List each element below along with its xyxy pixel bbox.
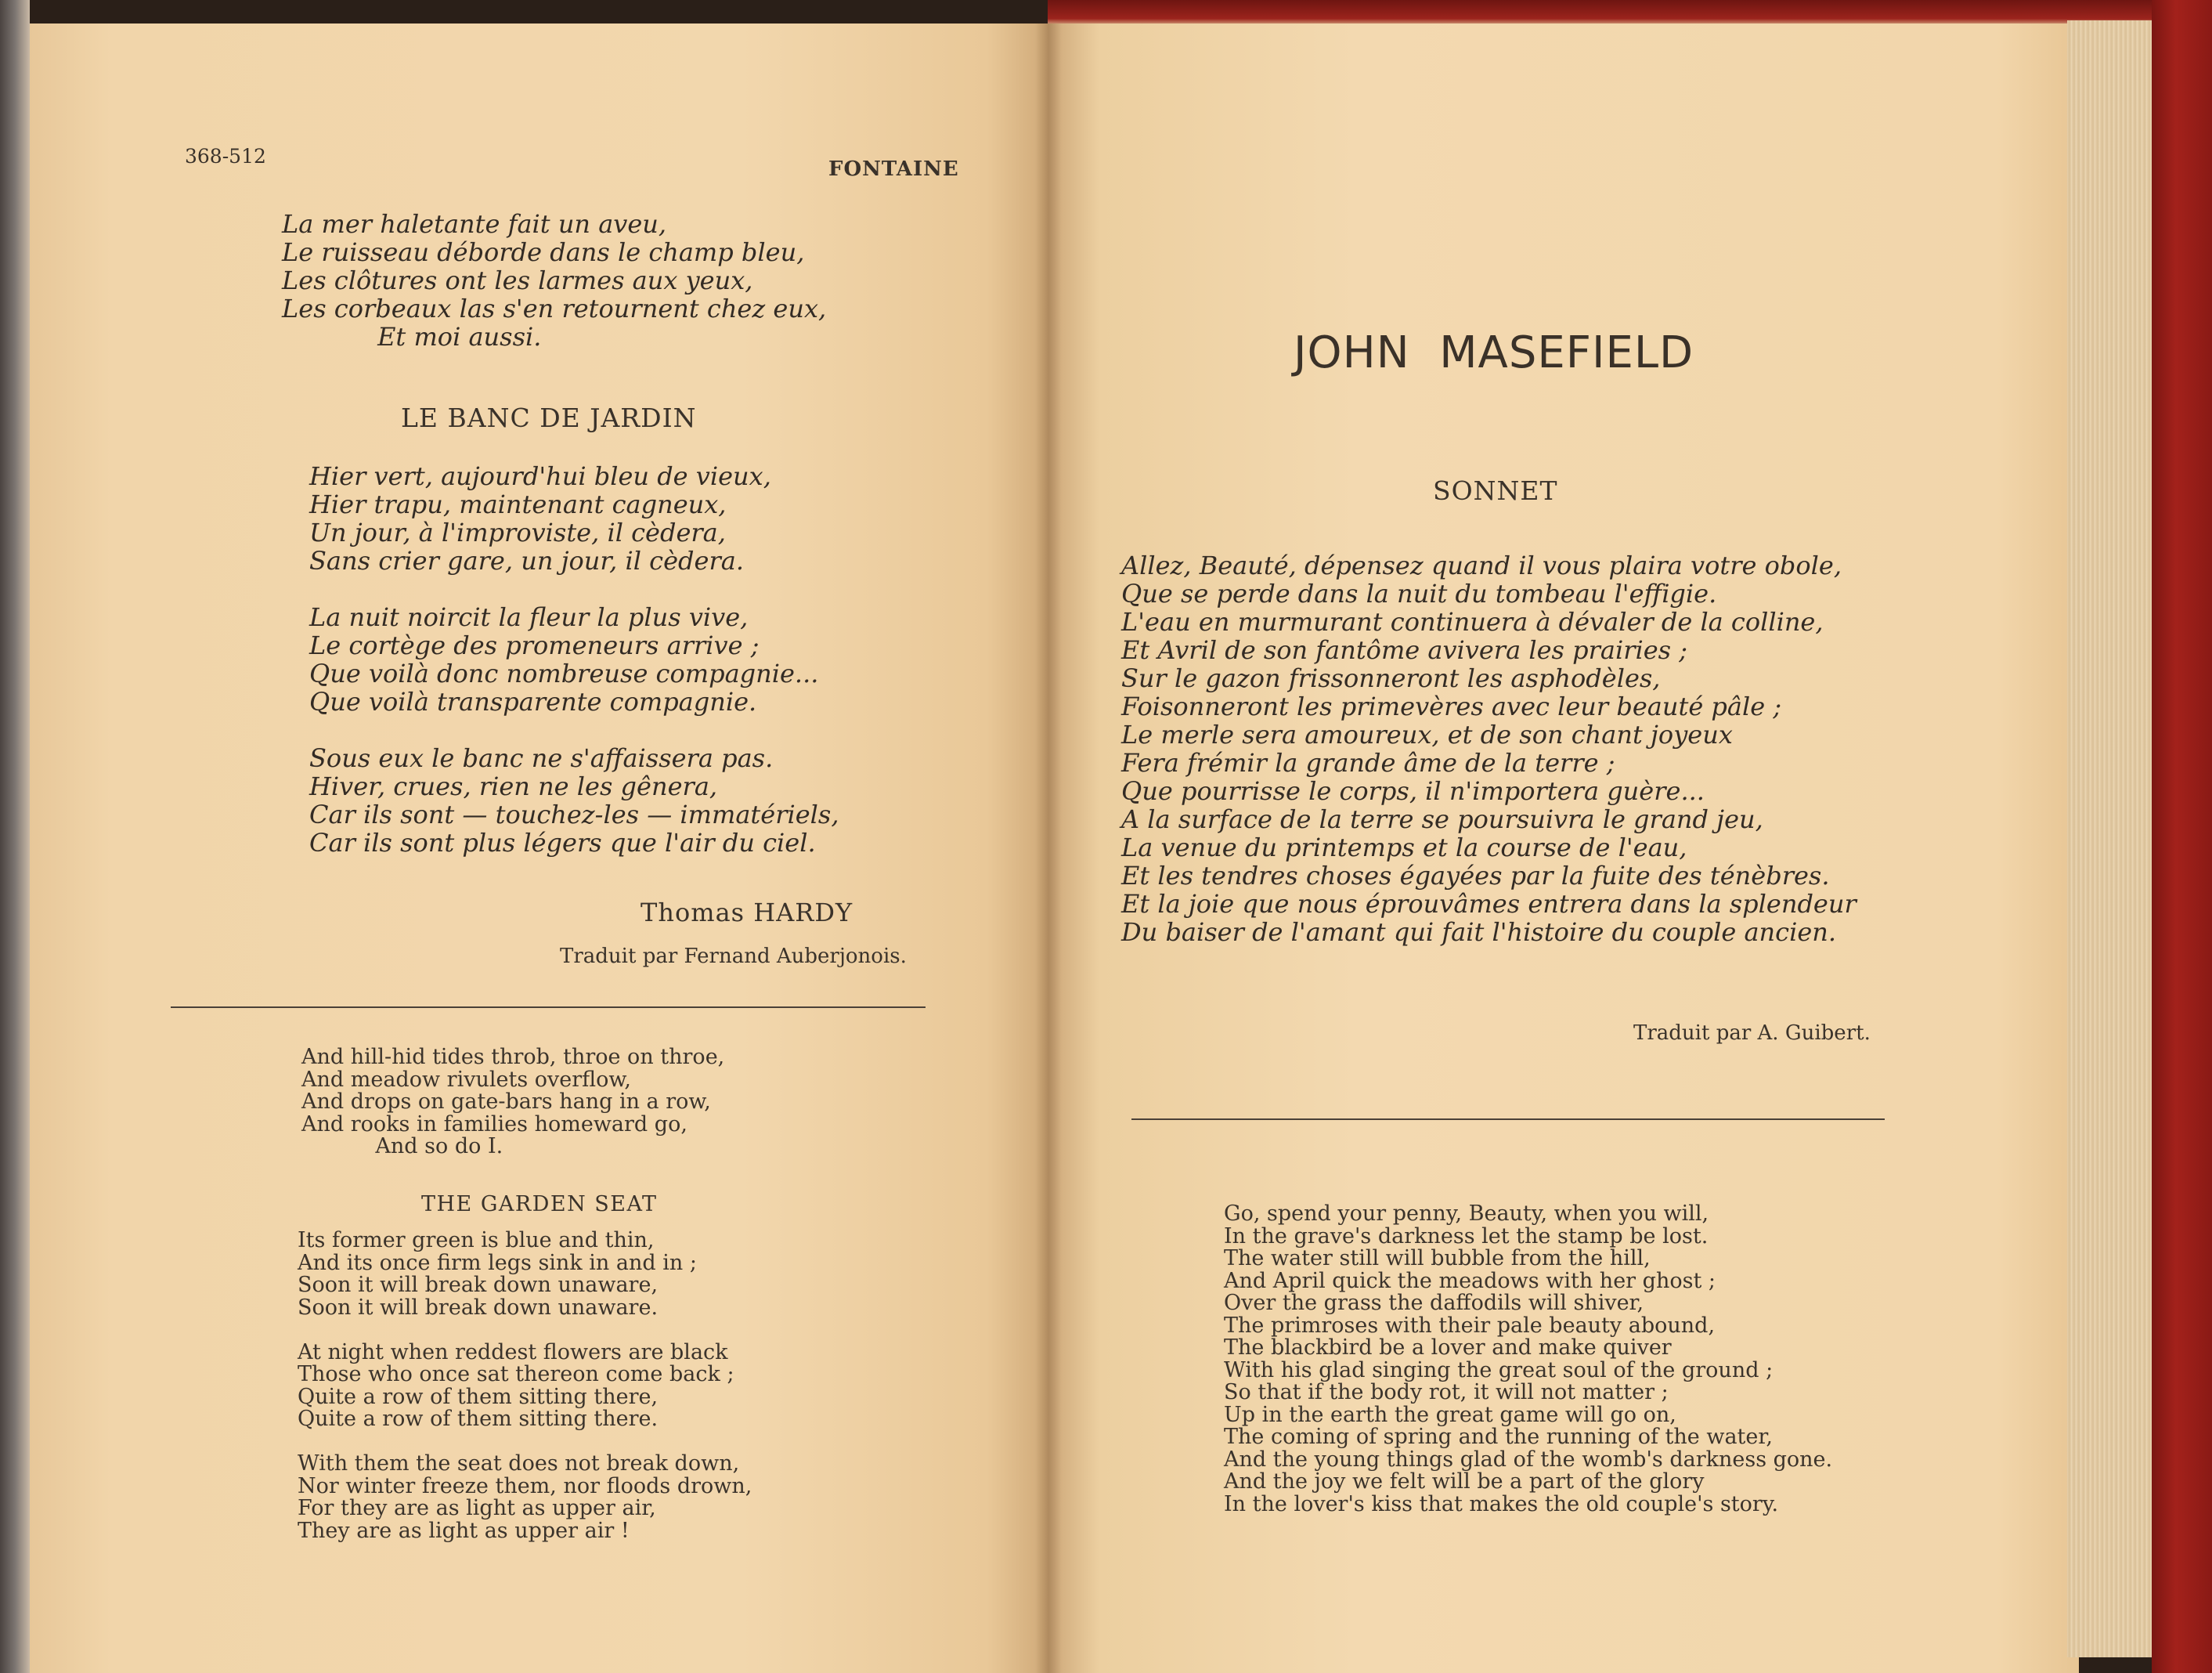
poem-title-french: LE BANC DE JARDIN [401, 403, 697, 433]
verse-line: And the joy we felt will be a part of the glory [1224, 1469, 1705, 1494]
verse-line: Car ils sont — touchez-les — immatériels, [309, 800, 839, 829]
poem-author: Thomas HARDY [641, 898, 853, 927]
verse-line: And rooks in families homeward go, [301, 1111, 687, 1136]
book-gutter [1035, 23, 1062, 1673]
verse-line: With them the seat does not break down, [298, 1451, 740, 1476]
verse-line: Le merle sera amoureux, et de son chant joyeux [1121, 720, 1733, 750]
verse-line: Hier trapu, maintenant cagneux, [309, 490, 727, 519]
verse-line: Sans crier gare, un jour, il cèdera. [309, 546, 744, 576]
verse-line: A la surface de la terre se poursuivra le grand jeu, [1121, 804, 1763, 834]
sonnet-title: SONNET [1433, 475, 1558, 506]
verse-line: Sur le gazon frissonneront les asphodèles, [1121, 663, 1661, 693]
verse-line: So that if the body rot, it will not matter ; [1224, 1380, 1669, 1404]
book-cover-top [1048, 0, 2160, 27]
verse-line: Hier vert, aujourd'hui bleu de vieux, [309, 461, 771, 491]
poem-title-english: THE GARDEN SEAT [421, 1192, 658, 1216]
verse-line: Nor winter freeze them, nor floods drown, [298, 1473, 752, 1498]
verse-line [309, 716, 839, 744]
verse-line: La nuit noircit la fleur la plus vive, [309, 602, 749, 632]
verse-line: And its once firm legs sink in and in ; [298, 1250, 697, 1275]
verse-line: Que voilà transparente compagnie. [309, 687, 757, 717]
verse-line: L'eau en murmurant continuera à dévaler de la colline, [1121, 607, 1824, 637]
verse-line: And hill-hid tides throb, throe on throe, [301, 1045, 725, 1069]
running-head: FONTAINE [828, 157, 959, 181]
translator-credit-right: Traduit par A. Guibert. [1633, 1021, 1871, 1045]
verse-line: Soon it will break down unaware. [298, 1295, 659, 1320]
verse-line: For they are as light as upper air, [298, 1496, 656, 1520]
verse-line: Le ruisseau déborde dans le champ bleu, [282, 237, 805, 267]
verse-line: Fera frémir la grande âme de la terre ; [1121, 748, 1615, 778]
book-cover-right [2152, 0, 2212, 1673]
verse-line: Those who once sat thereon come back ; [298, 1362, 734, 1386]
verse-line: Quite a row of them sitting there. [298, 1407, 659, 1431]
poem2-english-verse [298, 1230, 752, 1542]
page-stack-edge [2067, 20, 2161, 1657]
verse-line: Et moi aussi. [282, 322, 542, 352]
verse-line: Hiver, crues, rien ne les gênera, [309, 771, 718, 801]
verse-line: Quite a row of them sitting there, [298, 1384, 659, 1409]
verse-line: The water still will bubble from the hill, [1224, 1246, 1651, 1270]
verse-line: The blackbird be a lover and make quiver [1224, 1335, 1672, 1360]
verse-line: Sous eux le banc ne s'affaissera pas. [309, 743, 774, 773]
verse-line: La venue du printemps et la course de l'eau, [1121, 833, 1687, 862]
section-divider-left [171, 1006, 926, 1008]
verse-line: With his glad singing the great soul of the ground ; [1224, 1357, 1774, 1382]
verse-line: Et Avril de son fantôme avivera les prairies ; [1121, 635, 1688, 665]
verse-line: The coming of spring and the running of the water, [1224, 1425, 1773, 1449]
verse-line: Car ils sont plus légers que l'air du ciel. [309, 828, 816, 858]
verse-line: Its former green is blue and thin, [298, 1228, 655, 1252]
verse-line: In the lover's kiss that makes the old couple's story. [1224, 1491, 1779, 1516]
verse-line: Up in the earth the great game will go on, [1224, 1402, 1676, 1427]
book-edge-left [0, 0, 30, 1673]
verse-line: Et la joie que nous éprouvâmes entrera dans la splendeur [1121, 889, 1857, 919]
verse-line: The primroses with their pale beauty abound, [1224, 1313, 1716, 1338]
page-folio: 368-512 [185, 145, 266, 168]
sonnet-english-verse [1224, 1203, 1832, 1516]
sonnet-french-verse [1121, 551, 1857, 946]
verse-line: In the grave's darkness let the stamp be lost. [1224, 1223, 1709, 1248]
poem2-french-verse [309, 462, 839, 857]
verse-line: And meadow rivulets overflow, [301, 1067, 631, 1092]
verse-line: Et les tendres choses égayées par la fuite des ténèbres. [1121, 861, 1830, 891]
verse-line: And drops on gate-bars hang in a row, [301, 1089, 711, 1114]
verse-line: Foisonneront les primevères avec leur beauté pâle ; [1121, 692, 1782, 721]
verse-line: Que pourrisse le corps, il n'importera guère... [1121, 776, 1705, 806]
translator-credit: Traduit par Fernand Auberjonois. [560, 945, 907, 968]
verse-line: Un jour, à l'improviste, il cèdera, [309, 518, 726, 547]
verse-line: Les clôtures ont les larmes aux yeux, [282, 266, 753, 295]
verse-line [309, 575, 839, 603]
verse-line: Les corbeaux las s'en retournent chez eux, [282, 294, 827, 323]
poem1-french-verse [282, 210, 826, 351]
verse-line: And April quick the meadows with her ghost ; [1224, 1268, 1716, 1293]
verse-line: And so do I. [301, 1134, 503, 1158]
verse-line: Du baiser de l'amant qui fait l'histoire du couple ancien. [1121, 917, 1837, 947]
author-heading: JOHN MASEFIELD [1294, 327, 1694, 378]
verse-line: Over the grass the daffodils will shiver, [1224, 1291, 1644, 1315]
verse-line: Que voilà donc nombreuse compagnie... [309, 659, 819, 688]
verse-line: Le cortège des promeneurs arrive ; [309, 631, 760, 660]
verse-line: Soon it will break down unaware, [298, 1273, 659, 1297]
section-divider-right [1131, 1118, 1885, 1120]
verse-line: Que se perde dans la nuit du tombeau l'effigie. [1121, 579, 1717, 609]
poem1-english-verse [301, 1046, 724, 1158]
verse-line: At night when reddest flowers are black [298, 1339, 728, 1364]
verse-line: La mer haletante fait un aveu, [282, 209, 667, 239]
verse-line [298, 1319, 752, 1342]
verse-line: And the young things glad of the womb's darkness gone. [1224, 1447, 1833, 1472]
verse-line: Allez, Beauté, dépensez quand il vous plaira votre obole, [1121, 551, 1842, 580]
verse-line [298, 1431, 752, 1454]
verse-line: They are as light as upper air ! [298, 1518, 630, 1543]
verse-line: Go, spend your penny, Beauty, when you will, [1224, 1201, 1709, 1226]
